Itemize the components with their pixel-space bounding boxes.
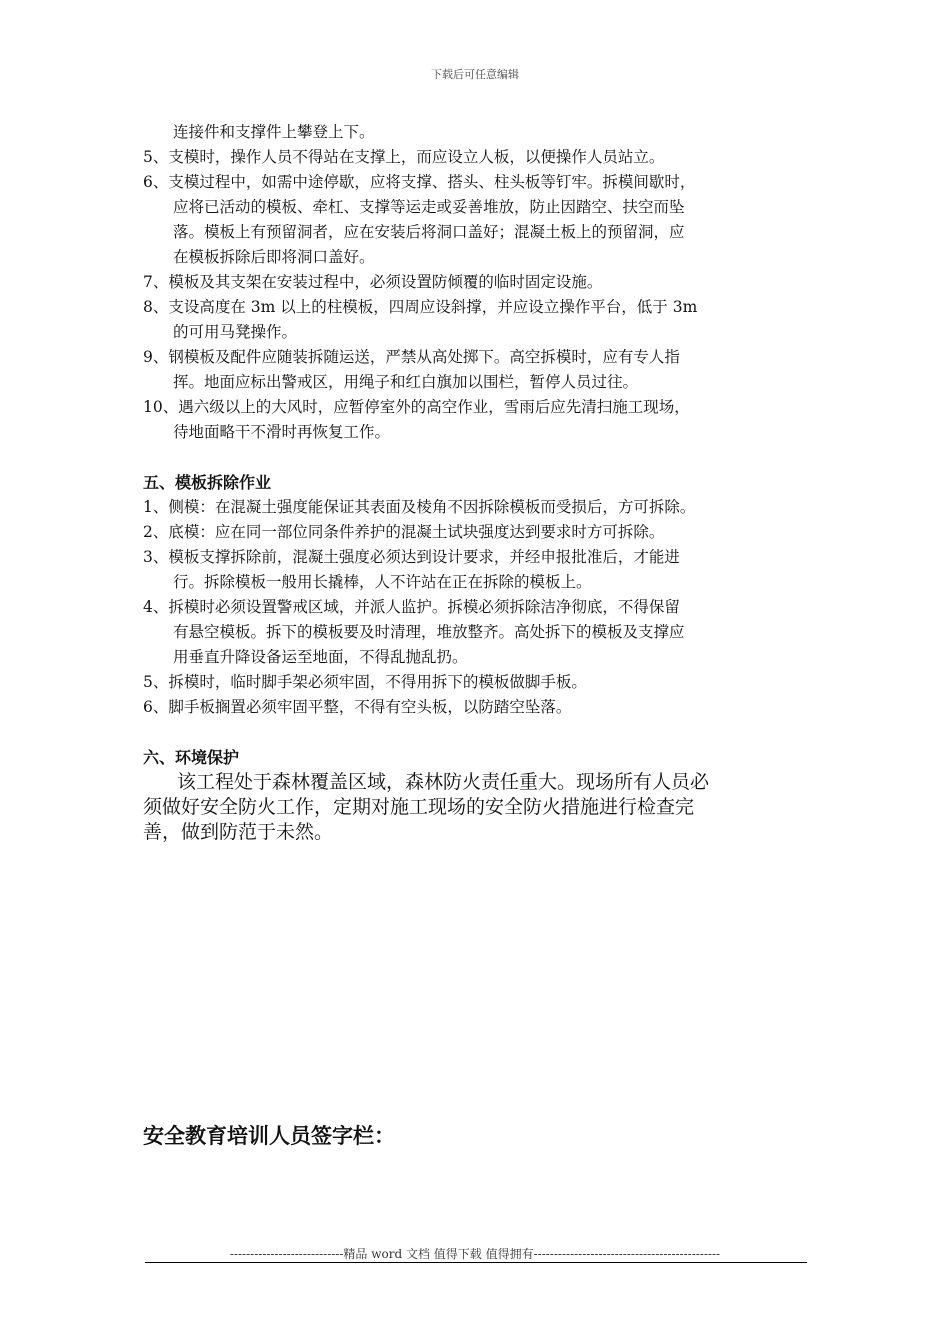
text-line: 2、底模：应在同一部位同条件养护的混凝土试块强度达到要求时方可拆除。 [143, 523, 665, 541]
spacer [143, 720, 823, 745]
text-line: 9、钢模板及配件应随装拆随运送，严禁从高处掷下。高空拆模时，应有专人指 [143, 348, 680, 366]
section-4-list [143, 120, 823, 445]
signature-title: 安全教育培训人员签字栏： [143, 1124, 395, 1148]
text-line: 5、支模时，操作人员不得站在支撑上，而应设立人板，以便操作人员站立。 [143, 148, 665, 166]
paragraph-line: 善，做到防范于未然。 [143, 821, 334, 843]
text-line: 有悬空模板。拆下的模板要及时清理，堆放整齐。高处拆下的模板及支撑应 [173, 623, 685, 641]
section-6-title: 六、环境保护 [143, 748, 240, 767]
section-5-list [143, 495, 823, 720]
section-5-title: 五、模板拆除作业 [143, 473, 272, 492]
text-line: 连接件和支撑件上攀登上下。 [173, 123, 375, 141]
text-line: 3、模板支撑拆除前，混凝土强度必须达到设计要求，并经申报批准后，才能进 [143, 548, 680, 566]
text-line: 6、支模过程中，如需中途停歇，应将支撑、搭头、柱头板等钉牢。拆模间歇时， [143, 173, 696, 191]
text-line: 4、拆模时必须设置警戒区域，并派人监护。拆模必须拆除洁净彻底，不得保留 [143, 598, 680, 616]
text-line: 的可用马凳操作。 [173, 323, 298, 341]
text-line: 10、遇六级以上的大风时，应暂停室外的高空作业，雪雨后应先清扫施工现场， [143, 398, 690, 416]
text-line: 落。模板上有预留洞者，应在安装后将洞口盖好；混凝土板上的预留洞，应 [173, 223, 685, 241]
section-6-paragraph [143, 770, 823, 845]
text-line: 行。拆除模板一般用长撬棒，人不许站在正在拆除的模板上。 [173, 573, 592, 591]
text-line: 7、模板及其支架在安装过程中，必须设置防倾覆的临时固定设施。 [143, 273, 603, 291]
spacer [143, 445, 823, 470]
footer-text: ----------------------------精品 word 文档 值得下载 值得拥有---------------------------------------------- [229, 1247, 721, 1261]
text-line: 用垂直升降设备运至地面，不得乱抛乱扔。 [173, 648, 468, 666]
paragraph-line: 须做好安全防火工作，定期对施工现场的安全防火措施进行检查完 [143, 796, 695, 818]
text-line: 挥。地面应标出警戒区，用绳子和红白旗加以围栏，暂停人员过往。 [173, 373, 639, 391]
text-line: 5、拆模时，临时脚手架必须牢固，不得用拆下的模板做脚手板。 [143, 673, 587, 691]
text-line: 待地面略干不滑时再恢复工作。 [173, 423, 391, 441]
header-note: 下载后可任意编辑 [431, 68, 519, 81]
text-line: 应将已活动的模板、牵杠、支撑等运走或妥善堆放，防止因踏空、扶空而坠 [173, 198, 685, 216]
paragraph-line: 该工程处于森林覆盖区域，森林防火责任重大。现场所有人员必 [177, 771, 710, 793]
text-line: 在模板拆除后即将洞口盖好。 [173, 248, 375, 266]
text-line: 1、侧模：在混凝土强度能保证其表面及棱角不因拆除模板而受损后，方可拆除。 [143, 498, 696, 516]
footer-rule [145, 1262, 807, 1263]
document-body [143, 120, 823, 845]
text-line: 6、脚手板搁置必须牢固平整，不得有空头板，以防踏空坠落。 [143, 698, 572, 716]
text-line: 8、支设高度在 3m 以上的柱模板，四周应设斜撑，并应设立操作平台，低于 3m [143, 298, 698, 316]
